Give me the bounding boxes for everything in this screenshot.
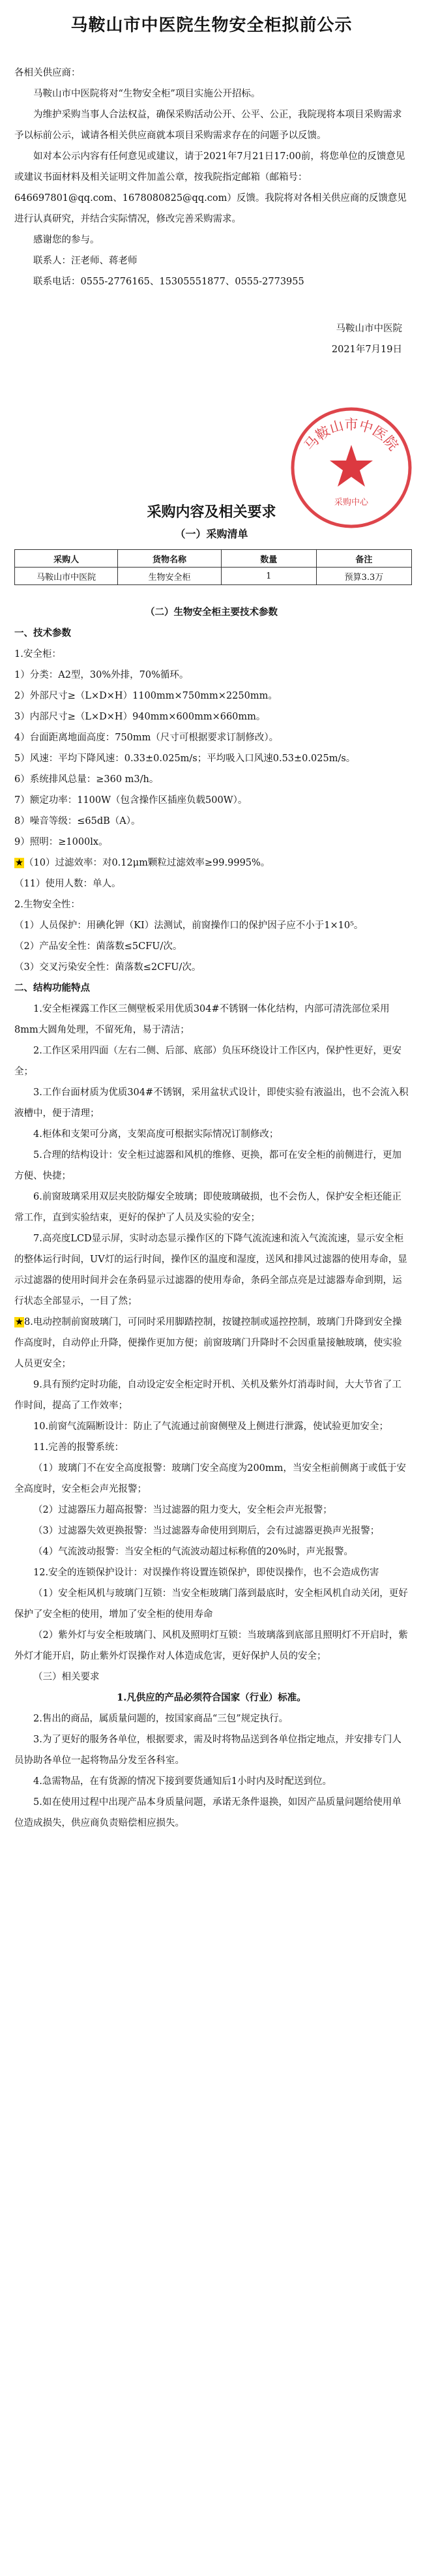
tech-line: 8.电动控制前窗玻璃门，可同时采用脚踏控制，按键控制或遥控控制，玻璃门升降到安全操作高度时，自动停止升降，便操作更加方便；前窗玻璃门升降时不会因重量接触玻璃，使实验人员更安全； [14,1317,402,1369]
tech-line: 1.安全柜： [14,649,61,659]
tech-line: 9.具有预约定时功能，自动设定安全柜定时开机、关机及紫外灯消毒时间，大大节省了工作时间，提高了工作效率； [14,1380,401,1411]
star-icon: ★ [15,1317,23,1327]
tech-line: 二、结构功能特点 [14,982,90,993]
tech-line-starred [14,1312,409,1374]
tech-line: （2）过滤器压力超高报警：当过滤器的阻力变大，安全柜会声光报警； [33,1505,332,1515]
notice-paragraph: 如对本公示内容有任何意见或建议，请于2021年7月21日17:00前，将您单位的反馈意见或建议书面材料及相关证明文件加盖公章，按我院指定邮箱（邮箱号：646697801@qq.com、1678080825@qq.com）反馈。我院将对各相关供应商的反馈意见进行认真研究，并结合实际情况，修改完善采购需求。 [14,151,407,224]
tech-line: 4.柜体和支架可分离，支架高度可根据实际情况订制修改； [33,1129,279,1140]
tech-line: 5.合理的结构设计：安全柜过滤器和风机的维修、更换，都可在安全柜的前侧进行，更加方便、快捷； [14,1150,401,1181]
tech-line: （2）紫外灯与安全柜玻璃门、风机及照明灯互锁：当玻璃落到底部且照明灯不开启时，紫外灯才能开启，防止紫外灯误操作对人体造成危害，更好保护人员的安全； [14,1630,408,1661]
tech-line: 12.安全的连锁保护设计：对误操作将设置连锁保护，即使误操作，也不会造成伤害 [33,1568,379,1578]
seal-star-icon [330,445,373,487]
signature-org: 马鞍山市中医院 [336,324,402,334]
technical-section [14,602,409,1834]
procurement-table [14,549,412,585]
tech-line: 4.急需物品，在有货源的情况下接到要货通知后1小时内及时配送到位。 [33,1776,332,1787]
tech-line: 8）噪音等级：≤65dB（A）。 [14,816,141,826]
tech-line: 4）台面距离地面高度：750mm（尺寸可根据要求订制修改）。 [14,733,279,743]
tech-line: （三）相关要求 [33,1672,100,1682]
contact-phones: 联系电话：0555-2776165、15305551877、0555-2773955 [33,277,304,287]
tech-line: （1）人员保护：用碘化钾（KI）法测试，前窗操作口的保护因子应不小于1×10⁵。 [14,920,364,931]
tech-line: 5）风速：平均下降风速：0.33±0.025m/s；平均吸入口风速0.53±0.025m/s。 [14,753,356,764]
table-cell: 1 [221,568,316,585]
tech-line: 10.前窗气流隔断设计：防止了气流通过前窗侧壁及上侧进行泄露，使试验更加安全； [33,1421,389,1432]
seal-text: 马鞍山市中医院 [301,417,401,454]
tech-line: 一、技术参数 [14,628,71,639]
tech-line: 3）内部尺寸≥（L×D×H）940mm×600mm×660mm。 [14,712,266,722]
document-title: 马鞍山市中医院生物安全柜拟前公示 [70,16,353,35]
tech-line: 2.工作区采用四面（左右二侧、后部、底部）负压环绕设计工作区内，保护性更好，更安全； [14,1046,401,1077]
tech-line: 6）系统排风总量：≥360 m3/h。 [14,774,159,785]
tech-line: 5.如在使用过程中出现产品本身质量问题，承诺无条件退换，如因产品质量问题给使用单位造成损失，供应商负责赔偿相应损失。 [14,1797,401,1828]
signature-date: 2021年7月19日 [331,344,402,355]
notice-paragraph: 为维护采购当事人合法权益，确保采购活动公开、公平、公正，我院现将本项目采购需求予以标前公示，诚请各相关供应商就本项目采购需求存在的问题予以反馈。 [14,110,402,141]
table-header-cell: 采购人 [15,550,118,568]
tech-line: 3.为了更好的服务各单位，根据要求，需及时将物品送到各单位指定地点，并安排专门人员协助各单位一起将物品分发至各科室。 [14,1735,401,1766]
notice-paragraph: 马鞍山市中医院将对“生物安全柜”项目实施公开招标。 [33,89,261,99]
contact-persons: 联系人：汪老师、蒋老师 [33,256,138,266]
tech-line: 6.前窗玻璃采用双层夹胶防爆安全玻璃；即使玻璃破损，也不会伤人，保护安全柜还能正常工作，直到实验结束，更好的保护了人员及实验的安全； [14,1192,401,1223]
notice-paragraph: 感谢您的参与。 [33,235,100,245]
star-icon: ★ [15,858,23,868]
tech-line: 3.工作台面材质为优质304#不锈钢，采用盆状式设计，即使实验有液溢出，也不会流入积液槽中，便于清理； [14,1087,409,1119]
tech-line: 1）分类：A2型，30%外排，70%循环。 [14,670,189,680]
table-header-row [15,550,412,568]
tech-title: （二）生物安全柜主要技术参数 [145,607,278,618]
tech-line: 2.售出的商品，属质量问题的，按国家商品“三包”规定执行。 [33,1714,289,1724]
tech-line: （4）气流波动报警：当安全柜的气流波动超过标称值的20%时，声光报警。 [33,1547,353,1557]
tech-line: （11）使用人数：单人。 [14,879,121,889]
tech-line: 1.安全柜裸露工作区三侧壁板采用优质304#不锈钢一体化结构，内部可清洗部位采用8mm大圆角处理，不留死角，易于清洁； [14,1004,390,1035]
table-header-cell: 备注 [316,550,411,568]
list-title: （一）采购清单 [175,528,248,540]
seal-subtext: 采购中心 [334,498,369,508]
notice-block [14,63,409,360]
table-header-cell: 数量 [221,550,316,568]
table-cell: 马鞍山市中医院 [15,568,118,585]
table-cell: 预算3.3万 [316,568,411,585]
tech-line: （3）过滤器失效更换报警：当过滤器寿命使用到期后，会有过滤器更换声光报警； [33,1526,380,1536]
tech-line: 9）照明：≥1000lx。 [14,837,108,847]
tech-line: （1）玻璃门不在安全高度报警：玻璃门安全高度为200mm，当安全柜前侧离于或低于安全高度时，安全柜会声光报警； [14,1463,406,1494]
tech-line: （2）产品安全性：菌落数≤5CFU/次。 [14,941,182,952]
table-header-cell: 货物名称 [118,550,221,568]
section-title: 采购内容及相关要求 [147,504,276,521]
tech-line: （3）交叉污染安全性：菌落数≤2CFU/次。 [14,962,201,973]
table-row [15,568,412,585]
tech-line: 2.生物安全性： [14,900,80,910]
table-cell: 生物安全柜 [118,568,221,585]
notice-greeting: 各相关供应商： [14,68,81,78]
tech-line: 11.完善的报警系统： [33,1442,124,1453]
requirements-title: 1.凡供应的产品必须符合国家（行业）标准。 [117,1692,306,1703]
tech-line: 7.高亮度LCD显示屏，实时动态显示操作区的下降气流流速和流入气流流速，显示安全柜的整体运行时间，UV灯的运行时间，操作区的温度和湿度，送风和排风过滤器的使用寿命，显示过滤器的使用时间并会在条码显示过滤器的使用寿命，条码全部点亮是过滤器寿命到期，运行状态全部显示，一目了然； [14,1234,407,1307]
tech-line: （10）过滤效率：对0.12μm颗粒过滤效率≥99.9995%。 [24,858,270,868]
tech-line: 7）额定功率：1100W（包含操作区插座负载500W）。 [14,795,248,806]
tech-line: 2）外部尺寸≥（L×D×H）1100mm×750mm×2250mm。 [14,691,278,701]
tech-line-starred [14,853,409,873]
tech-line: （1）安全柜风机与玻璃门互锁：当安全柜玻璃门落到最底时，安全柜风机自动关闭，更好保护了安全柜的使用，增加了安全柜的使用寿命 [14,1588,408,1620]
